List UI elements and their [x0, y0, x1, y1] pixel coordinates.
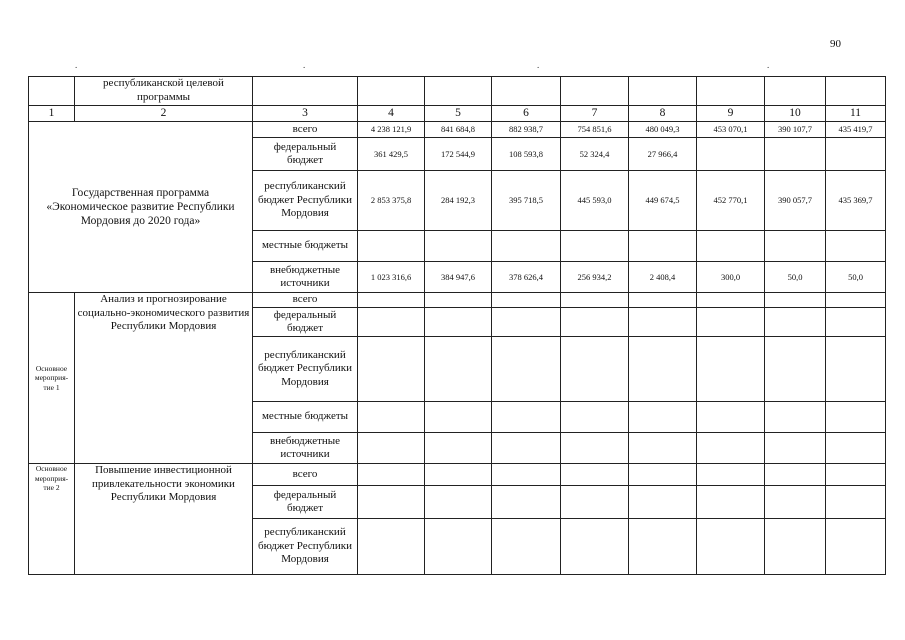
activity-name: Повышение инвестиционной привлекательности экономики Республики Мордовия	[75, 464, 253, 575]
source-label: местные бюджеты	[253, 402, 358, 433]
source-label: местные бюджеты	[253, 231, 358, 262]
value-cell: 384 947,6	[425, 262, 492, 293]
value-cell: 453 070,1	[697, 122, 765, 138]
value-cell	[765, 138, 826, 171]
top-mark: .	[303, 60, 306, 70]
source-label: всего	[253, 464, 358, 486]
program-name: Государственная программа «Экономическое развитие Республики Мордовия до 2020 года»	[29, 122, 253, 293]
value-cell: 395 718,5	[492, 171, 561, 231]
value-cell: 390 107,7	[765, 122, 826, 138]
value-cell: 452 770,1	[697, 171, 765, 231]
continuation-row	[29, 77, 886, 106]
header-cell	[29, 77, 75, 106]
value-cell: 449 674,5	[629, 171, 697, 231]
source-label: всего	[253, 122, 358, 138]
activity-status: Основное мероприя-тие 1	[29, 293, 75, 464]
value-cell	[358, 231, 425, 262]
value-cell: 378 626,4	[492, 262, 561, 293]
table-row	[29, 122, 886, 138]
value-cell: 27 966,4	[629, 138, 697, 171]
value-cell: 361 429,5	[358, 138, 425, 171]
source-label: федеральный бюджет	[253, 486, 358, 519]
value-cell	[561, 231, 629, 262]
value-cell: 50,0	[826, 262, 886, 293]
top-mark: .	[537, 60, 540, 70]
column-number: 10	[765, 106, 826, 122]
value-cell: 172 544,9	[425, 138, 492, 171]
top-mark: .	[75, 60, 78, 70]
column-number: 7	[561, 106, 629, 122]
table-row	[29, 464, 886, 486]
value-cell: 754 851,6	[561, 122, 629, 138]
table-row	[29, 293, 886, 308]
continuation-text: республиканской целевой программы	[75, 77, 253, 106]
column-number: 1	[29, 106, 75, 122]
value-cell: 108 593,8	[492, 138, 561, 171]
page-number: 90	[830, 38, 841, 50]
source-label: внебюджетные источники	[253, 262, 358, 293]
value-cell	[697, 138, 765, 171]
column-number: 4	[358, 106, 425, 122]
value-cell: 284 192,3	[425, 171, 492, 231]
value-cell: 390 057,7	[765, 171, 826, 231]
value-cell: 2 853 375,8	[358, 171, 425, 231]
source-label: всего	[253, 293, 358, 308]
value-cell	[492, 231, 561, 262]
value-cell	[425, 231, 492, 262]
source-label: федеральный бюджет	[253, 308, 358, 337]
value-cell: 480 049,3	[629, 122, 697, 138]
value-cell: 4 238 121,9	[358, 122, 425, 138]
value-cell: 1 023 316,6	[358, 262, 425, 293]
budget-table	[28, 76, 886, 575]
value-cell: 52 324,4	[561, 138, 629, 171]
value-cell	[697, 231, 765, 262]
value-cell: 435 369,7	[826, 171, 886, 231]
value-cell: 435 419,7	[826, 122, 886, 138]
activity-status: Основное мероприя-тие 2	[29, 464, 75, 575]
column-number: 8	[629, 106, 697, 122]
column-number: 5	[425, 106, 492, 122]
column-number: 9	[697, 106, 765, 122]
value-cell: 2 408,4	[629, 262, 697, 293]
value-cell	[826, 138, 886, 171]
column-number: 6	[492, 106, 561, 122]
column-number: 3	[253, 106, 358, 122]
value-cell	[629, 231, 697, 262]
activity-name: Анализ и прогнозирование социально-экономического развития Республики Мордовия	[75, 293, 253, 464]
value-cell: 882 938,7	[492, 122, 561, 138]
top-mark: .	[767, 60, 770, 70]
source-label: федеральный бюджет	[253, 138, 358, 171]
value-cell	[765, 231, 826, 262]
source-label: республиканский бюджет Республики Мордовия	[253, 171, 358, 231]
source-label: республиканский бюджет Республики Мордовия	[253, 519, 358, 575]
value-cell	[826, 231, 886, 262]
value-cell: 445 593,0	[561, 171, 629, 231]
value-cell: 50,0	[765, 262, 826, 293]
column-number: 11	[826, 106, 886, 122]
source-label: республиканский бюджет Республики Мордовия	[253, 337, 358, 402]
column-number-row	[29, 106, 886, 122]
value-cell: 300,0	[697, 262, 765, 293]
source-label: внебюджетные источники	[253, 433, 358, 464]
value-cell: 256 934,2	[561, 262, 629, 293]
column-number: 2	[75, 106, 253, 122]
value-cell: 841 684,8	[425, 122, 492, 138]
